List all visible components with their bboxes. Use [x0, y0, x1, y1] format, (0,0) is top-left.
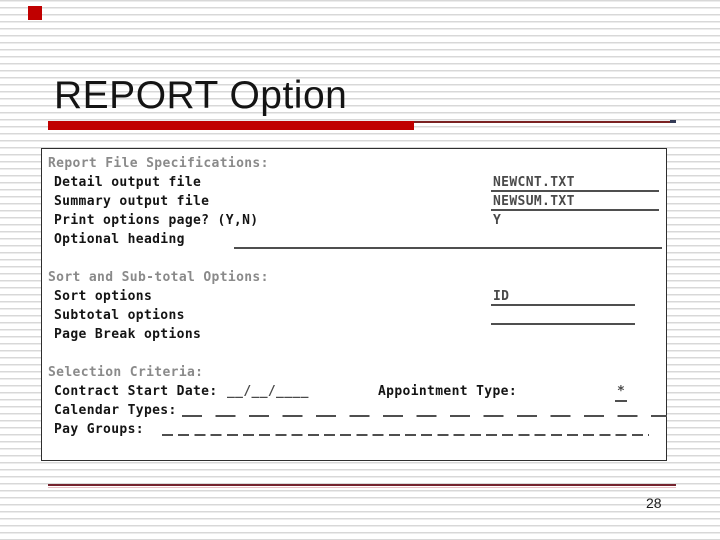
pay-groups-blank-fields[interactable]: [162, 434, 649, 436]
terminal-screen: [41, 148, 667, 461]
section-header-selection-criteria: Selection Criteria:: [48, 365, 204, 380]
slide-title: REPORT Option: [54, 74, 348, 117]
calendar-types-blank-fields[interactable]: [182, 415, 667, 417]
optional-heading-underline[interactable]: [234, 247, 662, 249]
pay-groups-label: Pay Groups:: [54, 422, 144, 437]
print-options-page-value[interactable]: Y: [493, 213, 502, 228]
summary-output-file-label: Summary output file: [54, 194, 210, 209]
title-line-end-tick: [670, 120, 676, 123]
appointment-type-label: Appointment Type:: [378, 384, 518, 399]
title-underline-thin-line: [414, 121, 670, 123]
section-header-report-file-specs: Report File Specifications:: [48, 156, 269, 171]
footer-rule-line: [48, 484, 676, 486]
appointment-type-underline[interactable]: [615, 400, 627, 402]
sort-options-value[interactable]: ID: [493, 289, 510, 304]
print-options-page-label: Print options page? (Y,N): [54, 213, 259, 228]
detail-output-file-value[interactable]: NEWCNT.TXT: [493, 175, 575, 190]
section-header-sort-subtotal: Sort and Sub-total Options:: [48, 270, 269, 285]
subtotal-options-underline[interactable]: [491, 323, 635, 325]
optional-heading-label: Optional heading: [54, 232, 185, 247]
detail-output-file-underline[interactable]: [491, 190, 659, 192]
page-break-options-label: Page Break options: [54, 327, 202, 342]
contract-start-date-blank-field[interactable]: __/__/____: [227, 384, 309, 399]
appointment-type-value[interactable]: *: [617, 384, 626, 399]
title-underline-bar: [48, 121, 414, 130]
footer-rule-highlight: [48, 487, 676, 488]
calendar-types-label: Calendar Types:: [54, 403, 177, 418]
slide-accent-square: [28, 6, 42, 20]
page-number: 28: [646, 495, 662, 511]
sort-options-underline[interactable]: [491, 304, 635, 306]
detail-output-file-label: Detail output file: [54, 175, 202, 190]
summary-output-file-value[interactable]: NEWSUM.TXT: [493, 194, 575, 209]
summary-output-file-underline[interactable]: [491, 209, 659, 211]
subtotal-options-label: Subtotal options: [54, 308, 185, 323]
contract-start-date-label: Contract Start Date:: [54, 384, 218, 399]
sort-options-label: Sort options: [54, 289, 153, 304]
